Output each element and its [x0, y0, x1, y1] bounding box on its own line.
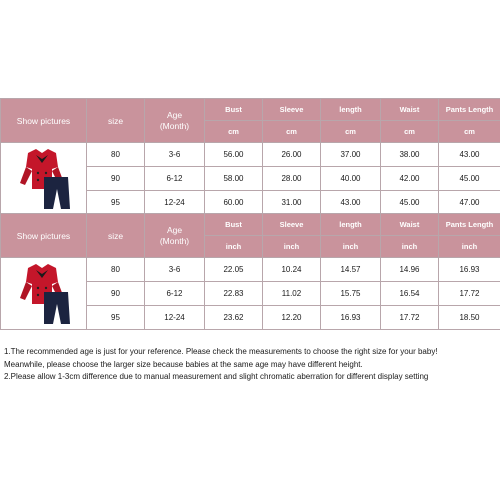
length-cell: 37.00 — [321, 143, 381, 167]
header-show-pictures: Show pictures — [1, 99, 87, 143]
header-pants-length: Pants Length — [439, 214, 500, 236]
baby-romper-pants-set-icon — [14, 260, 74, 328]
header-length: length — [321, 214, 381, 236]
header-age: Age (Month) — [145, 214, 205, 258]
baby-romper-pants-set-icon — [14, 145, 74, 213]
unit-cell: cm — [263, 121, 321, 143]
length-cell: 40.00 — [321, 167, 381, 191]
header-age: Age (Month) — [145, 99, 205, 143]
pants-length-cell: 43.00 — [439, 143, 500, 167]
age-cell: 12-24 — [145, 306, 205, 330]
waist-cell: 14.96 — [381, 258, 439, 282]
note-line: 1.The recommended age is just for your reference. Please check the measurements to choose the right size for your baby! — [4, 347, 438, 356]
size-notes — [4, 346, 498, 384]
unit-cell: inch — [321, 236, 381, 258]
header-sleeve: Sleeve — [263, 214, 321, 236]
header-size: size — [87, 99, 145, 143]
bust-cell: 23.62 — [205, 306, 263, 330]
header-waist: Waist — [381, 214, 439, 236]
waist-cell: 38.00 — [381, 143, 439, 167]
sleeve-cell: 26.00 — [263, 143, 321, 167]
age-cell: 3-6 — [145, 143, 205, 167]
bust-cell: 22.83 — [205, 282, 263, 306]
waist-cell: 45.00 — [381, 191, 439, 215]
size-chart-cm — [0, 98, 500, 215]
sleeve-cell: 31.00 — [263, 191, 321, 215]
age-cell: 6-12 — [145, 282, 205, 306]
bust-cell: 58.00 — [205, 167, 263, 191]
length-cell: 43.00 — [321, 191, 381, 215]
unit-cell: cm — [381, 121, 439, 143]
size-cell: 80 — [87, 258, 145, 282]
header-sleeve: Sleeve — [263, 99, 321, 121]
header-waist: Waist — [381, 99, 439, 121]
length-cell: 15.75 — [321, 282, 381, 306]
bust-cell: 56.00 — [205, 143, 263, 167]
waist-cell: 16.54 — [381, 282, 439, 306]
table-row — [1, 258, 500, 282]
age-cell: 3-6 — [145, 258, 205, 282]
age-cell: 6-12 — [145, 167, 205, 191]
header-pants-length: Pants Length — [439, 99, 500, 121]
length-cell: 14.57 — [321, 258, 381, 282]
size-cell: 90 — [87, 167, 145, 191]
age-cell: 12-24 — [145, 191, 205, 215]
pants-length-cell: 18.50 — [439, 306, 500, 330]
note-line: 2.Please allow 1-3cm difference due to manual measurement and slight chromatic aberration for different display setting — [4, 372, 429, 381]
bust-cell: 22.05 — [205, 258, 263, 282]
pants-length-cell: 17.72 — [439, 282, 500, 306]
waist-cell: 17.72 — [381, 306, 439, 330]
pants-length-cell: 47.00 — [439, 191, 500, 215]
unit-cell: cm — [321, 121, 381, 143]
note-line: Meanwhile, please choose the larger size because babies at the same age may have different height. — [4, 359, 363, 369]
header-bust: Bust — [205, 99, 263, 121]
sleeve-cell: 11.02 — [263, 282, 321, 306]
unit-cell: inch — [381, 236, 439, 258]
length-cell: 16.93 — [321, 306, 381, 330]
header-show-pictures: Show pictures — [1, 214, 87, 258]
unit-cell: inch — [205, 236, 263, 258]
bust-cell: 60.00 — [205, 191, 263, 215]
pants-length-cell: 16.93 — [439, 258, 500, 282]
product-photo — [1, 258, 87, 330]
product-photo — [1, 143, 87, 215]
unit-cell: cm — [439, 121, 500, 143]
size-chart-inch — [0, 213, 500, 330]
size-cell: 95 — [87, 306, 145, 330]
size-cell: 80 — [87, 143, 145, 167]
sleeve-cell: 12.20 — [263, 306, 321, 330]
unit-cell: inch — [439, 236, 500, 258]
sleeve-cell: 10.24 — [263, 258, 321, 282]
unit-cell: inch — [263, 236, 321, 258]
header-size: size — [87, 214, 145, 258]
sleeve-cell: 28.00 — [263, 167, 321, 191]
size-cell: 95 — [87, 191, 145, 215]
unit-cell: cm — [205, 121, 263, 143]
header-length: length — [321, 99, 381, 121]
table-row — [1, 143, 500, 167]
header-bust: Bust — [205, 214, 263, 236]
size-cell: 90 — [87, 282, 145, 306]
pants-length-cell: 45.00 — [439, 167, 500, 191]
waist-cell: 42.00 — [381, 167, 439, 191]
